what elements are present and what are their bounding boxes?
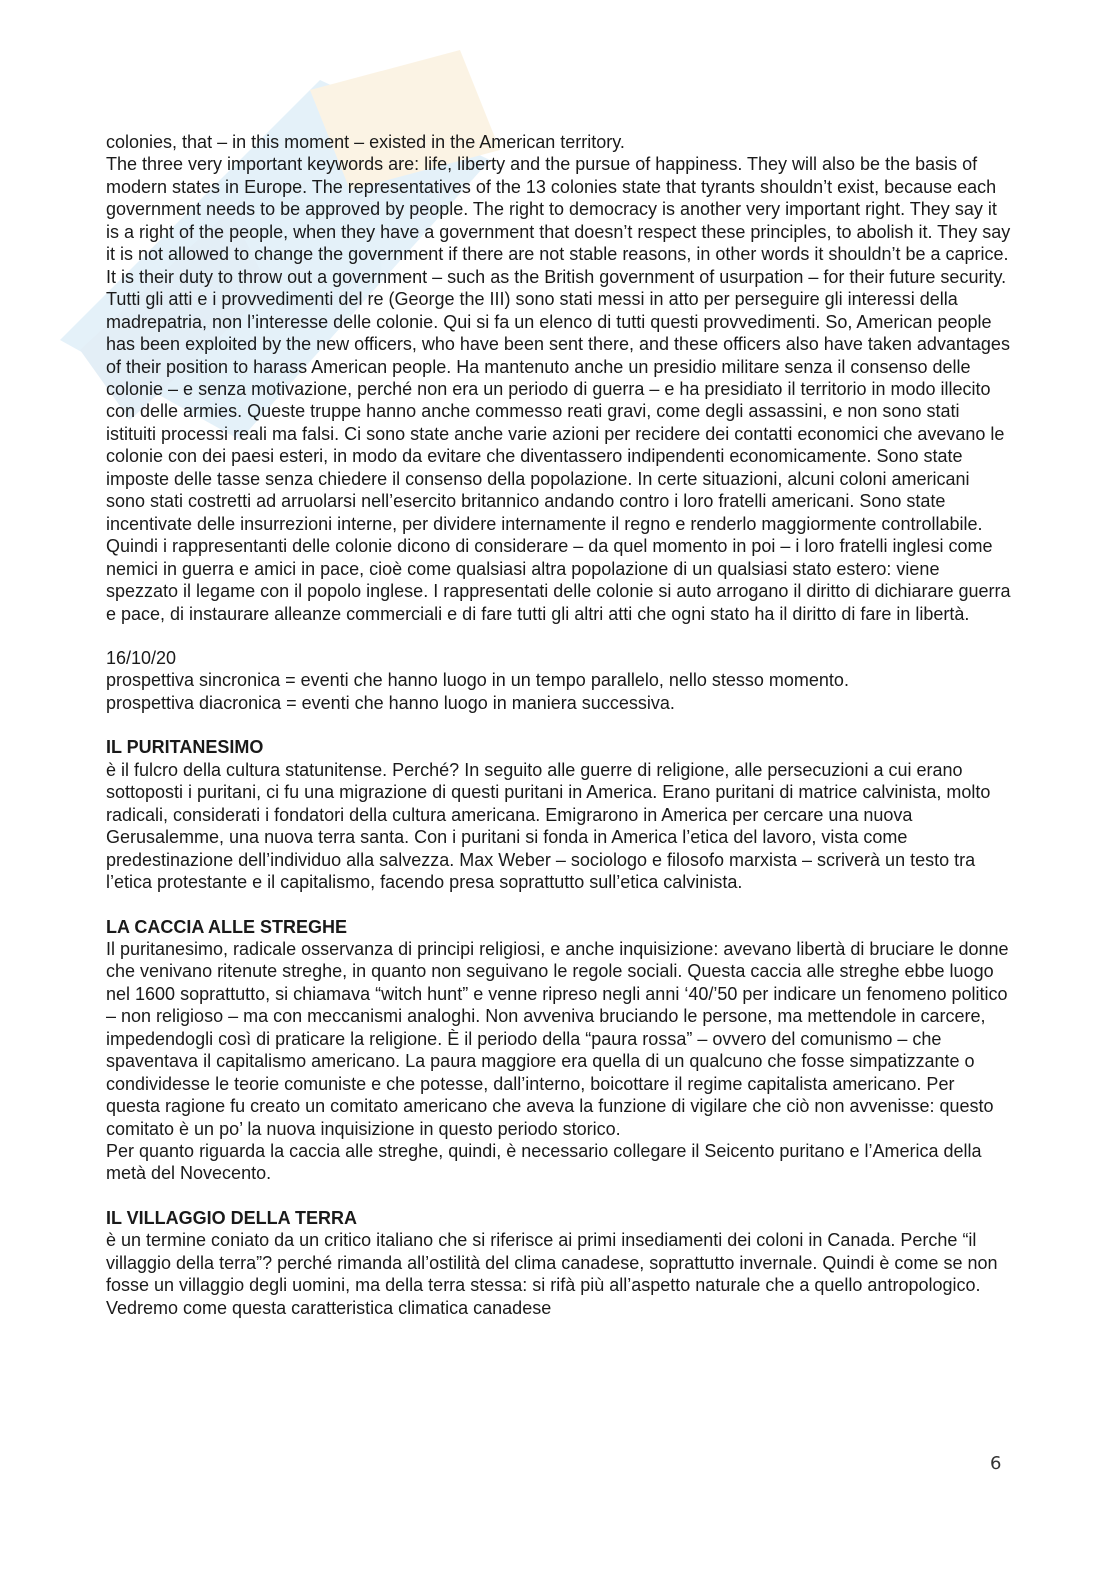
paragraph-declaration: The three very important keywords are: life, liberty and the pursue of happiness. They will also be the basis of modern states in Europe. The representatives of the 13 colonies state that tyrants shouldn’t exist, because each government needs to be approved by people. The right to democracy is another very important right. They say it is a right of the people, when they have a government that doesn’t respect these principles, to abolish it. They say it is not allowed to change the government if there are not stable reasons, in other words it shouldn’t be a caprice. It is their duty to throw out a government – such as the British government of usurpation – for their future security. Tutti gli atti e i provvedimenti del re (George the III) sono stati messi in atto per perseguire gli interessi della madrepatria, non l’interesse delle colonie. Qui si fa un elenco di tutti questi provvedimenti. So, American people has been exploited by the new officers, who have been sent there, and these officers also have taken advantages of their position to harass American people. Ha mantenuto anche un presidio militare senza il consenso delle colonie – e senza motivazione, perché non era un periodo di guerra – e ha presidiato il territorio in modo illecito con delle armies. Queste truppe hanno anche commesso reati gravi, come degli assassini, e non sono stati istituiti processi reali ma falsi. Ci sono state anche varie azioni per recidere dei contatti economici che avevano le colonie con dei paesi esteri, in modo da evitare che diventassero indipendenti economicamente. Sono state imposte delle tasse senza chiedere il consenso della popolazione. In certe situazioni, alcuni coloni americani sono stati costretti ad arruolarsi nell’esercito britannico andando contro i loro fratelli americani. Sono state incentivate delle insurrezioni interne, per dividere internamente il regno e renderlo maggiormente controllabile. Quindi i rappresentanti delle colonie dicono di considerare – da quel momento in poi – i loro fratelli inglesi come nemici in guerra e amici in pace, cioè come qualsiasi altra popolazione di un qualsiasi stato estero: viene spezzato il legame con il popolo inglese. I rappresentati delle colonie si auto arrogano il diritto di dichiarare guerra e pace, di instaurare alleanze commerciali e di fare tutti gli altri atti che ogni stato ha il diritto di fare in libertà. [106, 154, 1011, 624]
paragraph-caccia-2: Per quanto riguarda la caccia alle streghe, quindi, è necessario collegare il Seicento puritano e l’America della metà del Novecento. [106, 1141, 982, 1184]
lecture-date: 16/10/20 [106, 647, 177, 668]
paragraph-colonies: colonies, that – in this moment – existed in the American territory. [106, 132, 625, 152]
paragraph-villaggio: è un termine coniato da un critico italiano che si riferisce ai primi insediamenti dei coloni in Canada. Perche “il villaggio della terra”? perché rimanda all’ostilità del clima canadese, soprattutto invernale. Quindi è come se non fosse un villaggio degli uomini, ma della terra stessa: si rifà più all’aspetto naturale che a quello antropologico. Vedremo come questa caratteristica climatica canadese [106, 1230, 998, 1318]
definition-diachronic: prospettiva diacronica = eventi che hanno luogo in maniera successiva. [106, 692, 675, 713]
document-page [106, 131, 1011, 1319]
paragraph-puritanesimo: è il fulcro della cultura statunitense. Perché? In seguito alle guerre di religione, alle persecuzioni a cui erano sottoposti i puritani, ci fu una migrazione di questi puritani in America. Erano puritani di matrice calvinista, molto radicali, considerati i fondatori della cultura americana. Emigrarono in America per cercare una nuova Gerusalemme, una nuova terra santa. Con i puritani si fonda in America l’etica del lavoro, vista come predestinazione dell’individuo alla salvezza. Max Weber – sociologo e filosofo marxista – scriverà un testo tra l’etica protestante e il capitalismo, facendo presa soprattutto sull’etica calvinista. [106, 759, 991, 893]
definition-synchronic: prospettiva sincronica = eventi che hanno luogo in un tempo parallelo, nello stesso momento. [106, 670, 849, 691]
heading-caccia-streghe: LA CACCIA ALLE STREGHE [106, 916, 347, 937]
heading-puritanesimo: IL PURITANESIMO [106, 737, 264, 758]
heading-villaggio-terra: IL VILLAGGIO DELLA TERRA [106, 1207, 357, 1228]
paragraph-caccia-1: Il puritanesimo, radicale osservanza di principi religiosi, e anche inquisizione: avevano libertà di bruciare le donne che venivano ritenute streghe, in quanto non seguivano le regole sociali. Questa caccia alle streghe ebbe luogo nel 1600 soprattutto, si chiamava “witch hunt” e venne ripreso negli anni ‘40/’50 per indicare un fenomeno politico – non religioso – ma con meccanismi analoghi. Non avveniva bruciando le persone, ma mettendole in carcere, impedendogli così di praticare la religione. È il periodo della “paura rossa” – ovvero del comunismo – che spaventava il capitalismo americano. La paura maggiore era quella di un qualcuno che fosse simpatizzante o condividesse le teorie comuniste e che potesse, dall’interno, boicottare il regime capitalista americano. Per questa ragione fu creato un comitato americano che aveva la funzione di vigilare che ciò non avvenisse: questo comitato è un po’ la nuova inquisizione in questo periodo storico. [106, 938, 1009, 1139]
page-number: 6 [990, 1453, 1002, 1474]
